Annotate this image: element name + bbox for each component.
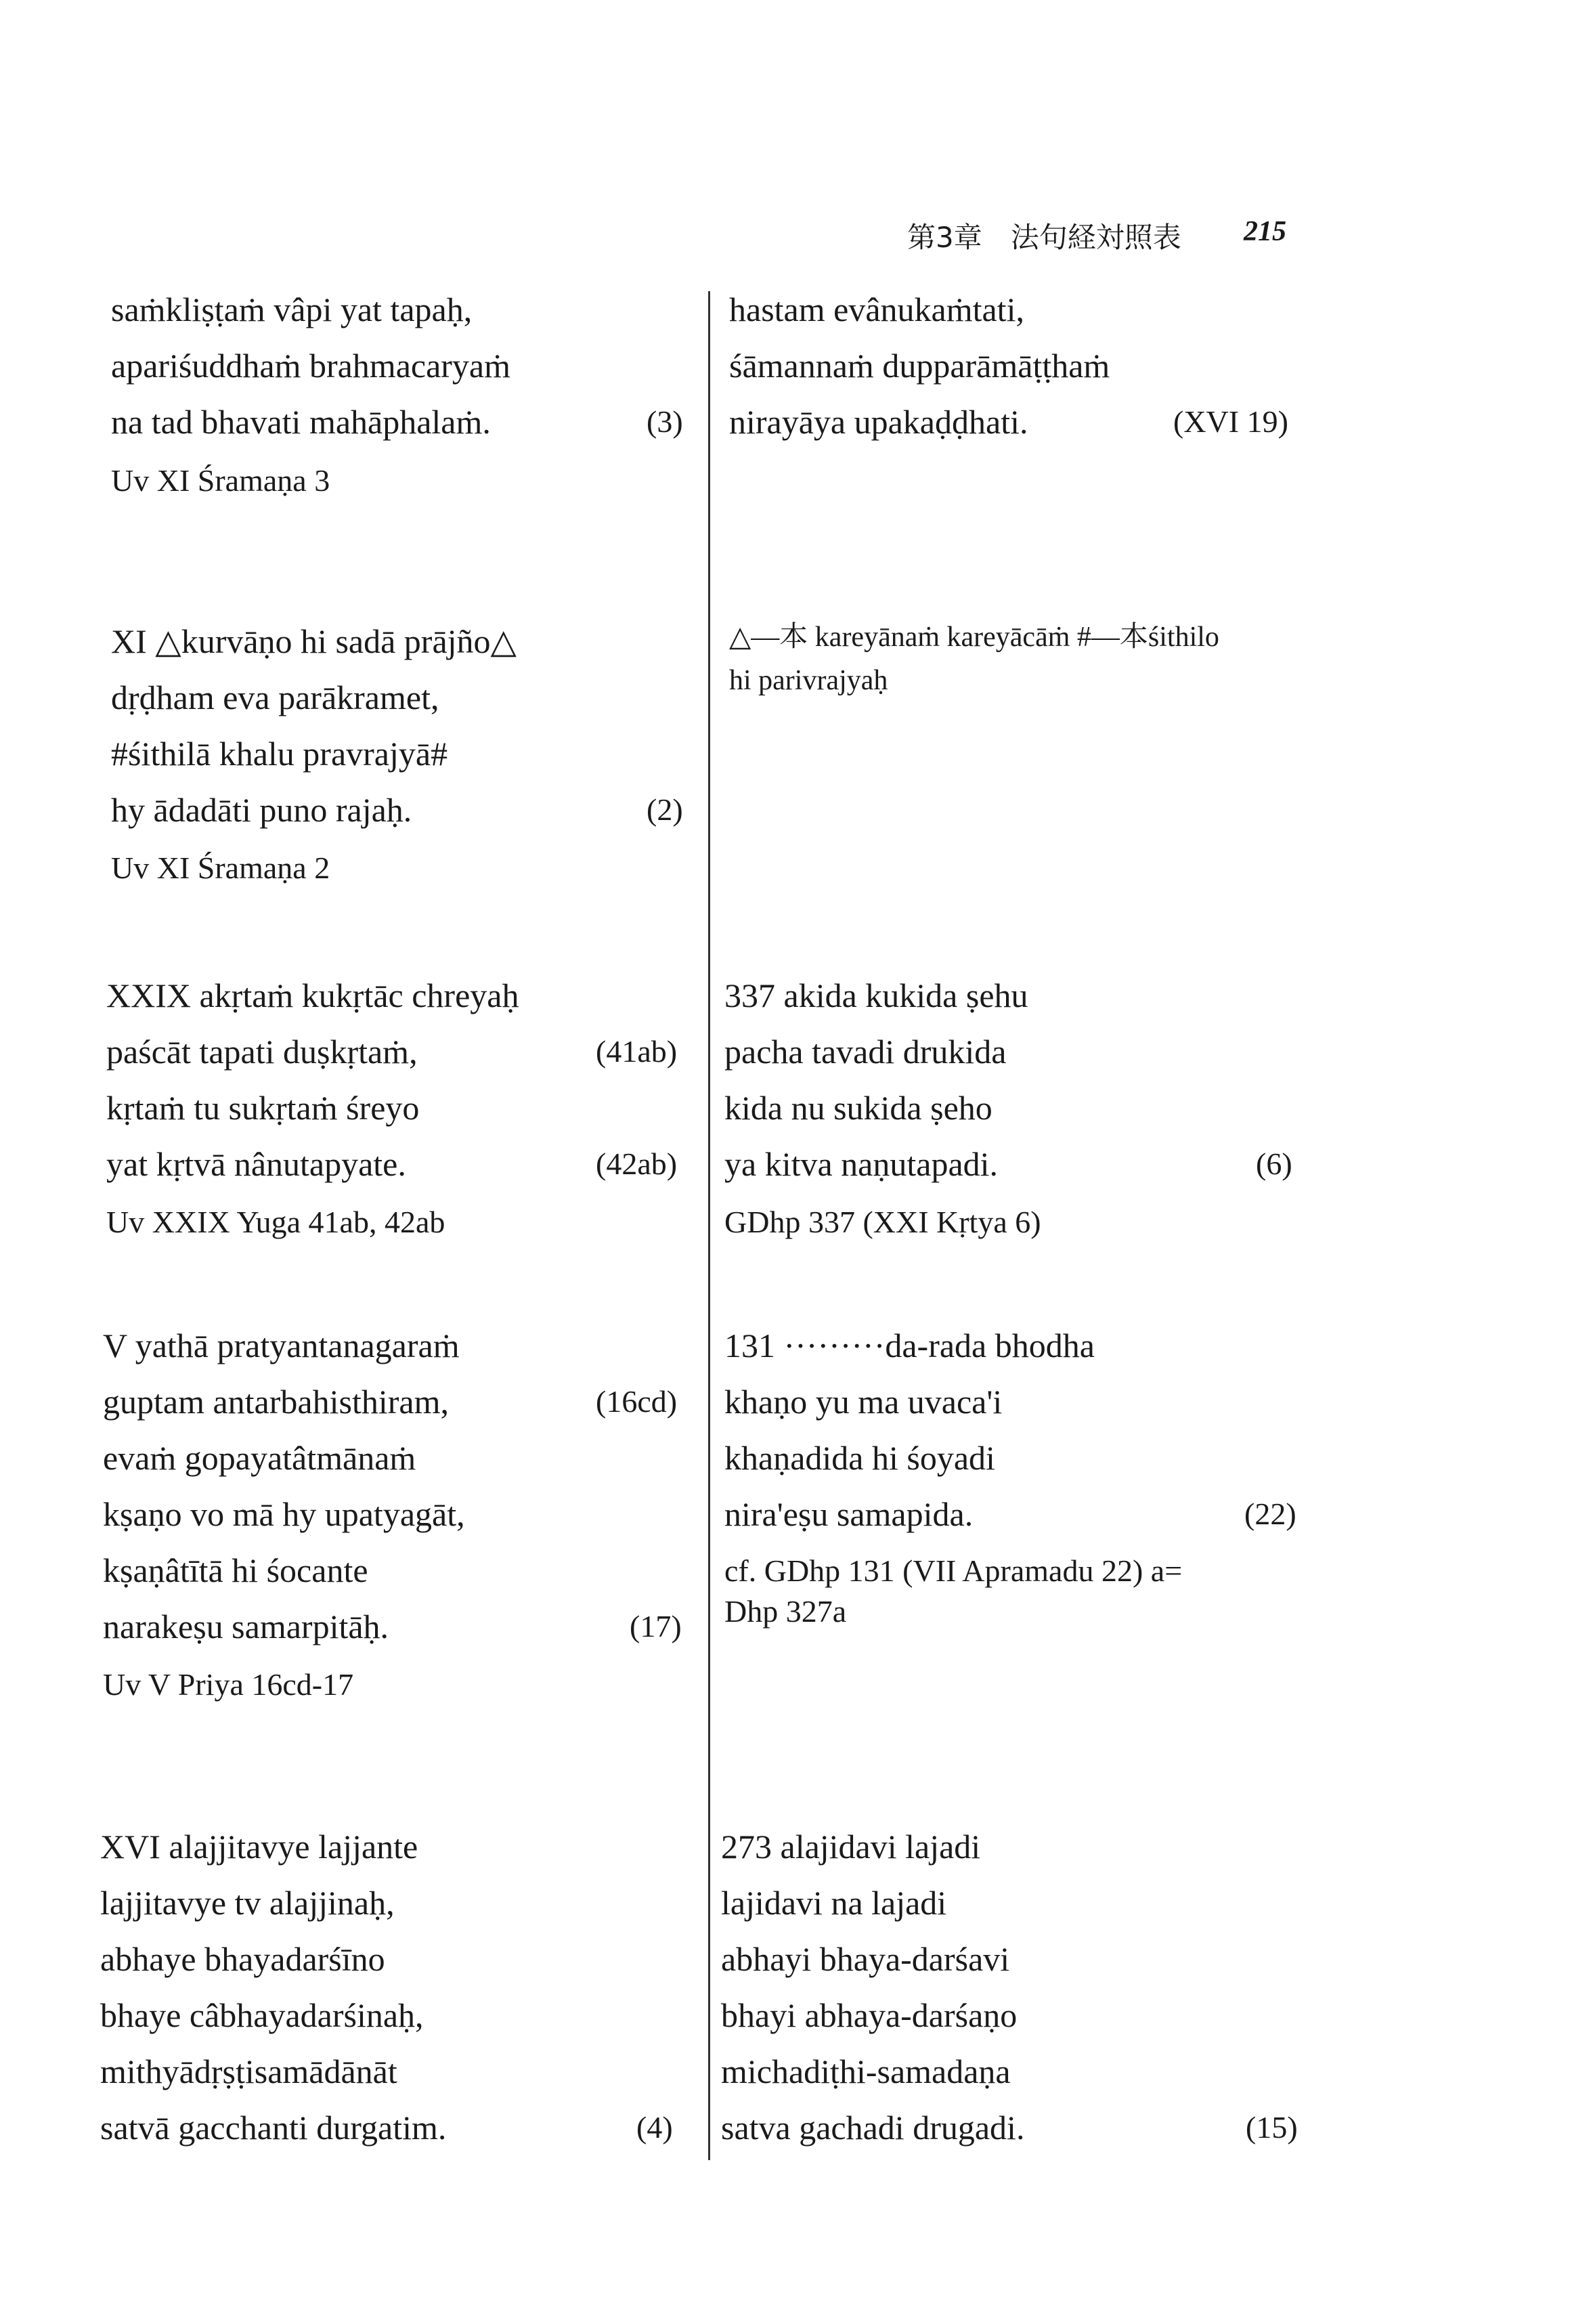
variant-note: △—本 kareyānaṁ kareyācāṁ #—本śithilo (729, 622, 1219, 653)
verse-line: 131 ·········da-rada bhodha (724, 1327, 1095, 1364)
source-reference: GDhp 337 (XXI Kṛtya 6) (724, 1205, 1041, 1239)
verse-line: yat kṛtvā nânutapyate. (106, 1145, 406, 1183)
source-reference: Dhp 327a (724, 1594, 847, 1629)
verse-line: kṛtaṁ tu sukṛtaṁ śreyo (106, 1089, 420, 1127)
source-reference: Uv XI Śramaṇa 2 (111, 851, 330, 885)
verse-number: (41ab) (596, 1034, 678, 1069)
verse-line: satva gachadi drugadi. (721, 2109, 1025, 2147)
verse-number: (XVI 19) (1173, 404, 1288, 439)
verse-line: na tad bhavati mahāphalaṁ. (111, 403, 491, 441)
verse-line: nirayāya upakaḍḍhati. (729, 403, 1028, 441)
verse-line: khaṇo yu ma uvaca'i (724, 1383, 1003, 1421)
verse-line: apariśuddhaṁ brahmacaryaṁ (111, 347, 511, 385)
verse-line: dṛḍham eva parākramet, (111, 679, 439, 716)
verse-line: pacha tavadi drukida (724, 1033, 1007, 1071)
verse-line: hy ādadāti puno rajaḥ. (111, 791, 412, 829)
verse-line: XVI alajjitavye lajjante (100, 1828, 418, 1866)
verse-line: kṣaṇo vo mā hy upatyagāt, (103, 1495, 465, 1533)
verse-line: bhayi abhaya-darśaṇo (721, 1996, 1018, 2034)
chapter-title: 第3章 法句経対照表 (907, 221, 1181, 254)
verse-line: lajjitavye tv alajjinaḥ, (100, 1884, 395, 1922)
verse-line: XXIX akṛtaṁ kukṛtāc chreyaḥ (106, 976, 519, 1014)
page-number: 215 (1244, 216, 1286, 247)
verse-number: (42ab) (596, 1146, 678, 1181)
verse-line: V yathā pratyantanagaraṁ (103, 1327, 460, 1364)
verse-line: mithyādṛṣṭisamādānāt (100, 2052, 397, 2090)
verse-number: (6) (1256, 1146, 1292, 1181)
verse-line: nira'eṣu samapida. (724, 1495, 974, 1533)
verse-line: XI △kurvāṇo hi sadā prājño△ (111, 622, 517, 660)
verse-line: narakeṣu samarpitāḥ. (103, 1608, 389, 1645)
verse-line: abhayi bhaya-darśavi (721, 1940, 1010, 1978)
verse-line: satvā gacchanti durgatim. (100, 2109, 447, 2147)
verse-number: (2) (647, 792, 683, 827)
source-reference: Uv V Priya 16cd-17 (103, 1667, 354, 1702)
verse-line: paścāt tapati duṣkṛtaṁ, (106, 1033, 418, 1071)
variant-note: hi parivrajyaḥ (729, 665, 888, 696)
verse-line: guptam antarbahisthiram, (103, 1383, 449, 1421)
source-reference: cf. GDhp 131 (VII Apramadu 22) a= (724, 1553, 1183, 1588)
verse-line: saṁkliṣṭaṁ vâpi yat tapaḥ, (111, 290, 473, 328)
verse-line: śāmannaṁ dupparāmāṭṭhaṁ (729, 347, 1110, 385)
verse-line: hastam evânukaṁtati, (729, 290, 1024, 328)
verse-number: (16cd) (596, 1384, 678, 1419)
verse-line: kṣaṇâtītā hi śocante (103, 1551, 368, 1589)
verse-number: (3) (647, 404, 683, 439)
column-divider (708, 291, 710, 2160)
verse-line: khaṇadida hi śoyadi (724, 1439, 995, 1477)
source-reference: Uv XXIX Yuga 41ab, 42ab (106, 1205, 445, 1239)
source-reference: Uv XI Śramaṇa 3 (111, 463, 330, 498)
page-header (907, 215, 1286, 263)
verse-line: #śithilā khalu pravrajyā# (111, 735, 448, 773)
verse-number: (4) (636, 2110, 673, 2145)
verse-line: ya kitva naṇutapadi. (724, 1145, 999, 1183)
verse-number: (22) (1244, 1497, 1296, 1531)
verse-line: kida nu sukida ṣeho (724, 1089, 992, 1127)
verse-line: 337 akida kukida ṣehu (724, 976, 1028, 1014)
verse-number: (15) (1246, 2110, 1298, 2145)
verse-line: 273 alajidavi lajadi (721, 1828, 981, 1866)
verse-line: abhaye bhayadarśīno (100, 1940, 385, 1978)
verse-line: bhaye câbhayadarśinaḥ, (100, 1996, 424, 2034)
verse-line: michadiṭhi-samadaṇa (721, 2052, 1011, 2090)
verse-line: lajidavi na lajadi (721, 1884, 947, 1922)
verse-number: (17) (630, 1609, 682, 1643)
verse-line: evaṁ gopayatâtmānaṁ (103, 1439, 416, 1477)
